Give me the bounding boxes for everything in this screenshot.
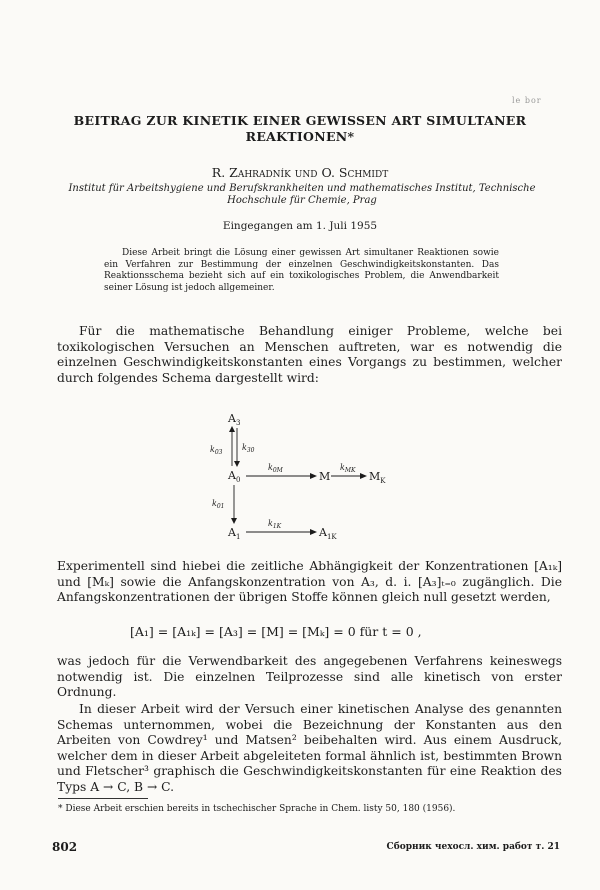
scheme-a1k: $A_{1K}$	[319, 526, 337, 541]
initial-conditions-equation: [A₁] = [A₁ₖ] = [A₃] = [M] = [Mₖ] = 0 für t = 0 ,	[130, 624, 422, 639]
scheme-mk: $M_K$	[369, 470, 386, 485]
authors: R. Zahradník und O. Schmidt	[211, 165, 389, 180]
paragraph-applicability: was jedoch für die Verwendbarkeit des angegebenen Verfahrens keineswegs notwendig ist. Die einzelnen Teilprozesse sind alle kinetisch von erster Ordnung.	[57, 654, 562, 700]
scheme-a0: $A_0$	[228, 469, 241, 484]
paragraph-concentrations: Experimentell sind hiebei die zeitliche Abhängigkeit der Konzentrationen [A₁ₖ] und [Mₖ] sowie die Anfangskonzentration von A₃, d. i. [A₃]ₜ₌₀ zugänglich. Die Anfangskonzentrationen der übrigen Stoffe können gleich null gesetzt werden,	[57, 559, 562, 605]
scheme-m: M	[319, 470, 331, 483]
paper-title: BEITRAG ZUR KINETIK EINER GEWISSEN ART SIMULTANER REAKTIONEN*	[73, 113, 527, 144]
affiliation: Institut für Arbeitshygiene und Berufskrankheiten und mathematisches Institut, Technische Hochschule für Chemie, Prag	[68, 183, 536, 206]
footnote-rule	[58, 798, 148, 799]
page-number: 802	[52, 840, 78, 854]
scheme-a1: $A_1$	[228, 526, 241, 541]
label-kmk: $k_{MK}$	[340, 463, 356, 474]
footnote: * Diese Arbeit erschien bereits in tschechischer Sprache in Chem. listy 50, 180 (1956).	[58, 804, 456, 814]
label-k03: $k_{03}$	[210, 445, 223, 456]
label-k01: $k_{01}$	[212, 499, 225, 510]
label-k0m: $k_{0M}$	[268, 463, 283, 474]
label-k1k: $k_{1K}$	[268, 519, 282, 530]
scan-artifact-text: le bor	[512, 96, 542, 105]
paragraph-analysis: In dieser Arbeit wird der Versuch einer kinetischen Analyse des genannten Schemas unternommen, wobei die Bezeichnung der Konstanten aus den Arbeiten von Cowdrey¹ und Matsen² beibehalten wird. Aus einem Ausdruck, welcher dem in dieser Arbeit abgeleiteten formal ähnlich ist, bestimmten Brown und Fletscher³ graphisch die Geschwindigkeitskonstanten für eine Reaktion des Typs A → C, B → C.	[57, 702, 562, 794]
label-k30: $k_{30}$	[242, 443, 255, 454]
abstract: Diese Arbeit bringt die Lösung einer gewissen Art simultaner Reaktionen sowie ein Verfahren zur Bestimmung der einzelnen Geschwindigkeitskonstanten. Das Reaktionsschema bezieht sich auf ein toxikologisches Problem, die Anwendbarkeit seiner Lösung ist jedoch allgemeiner.	[104, 248, 499, 293]
scheme-a3: $A_3$	[228, 412, 241, 427]
paragraph-intro: Für die mathematische Behandlung einiger Probleme, welche bei toxikologischen Versuchen an Menschen auftreten, war es notwendig die einzelnen Geschwindigkeitskonstanten eines Vorgangs zu bestimmen, welcher durch folgendes Schema dargestellt wird:	[57, 324, 562, 385]
received-date: Eingegangen am 1. Juli 1955	[222, 220, 378, 232]
journal-reference: Сборник чехосл. хим. работ т. 21	[386, 842, 560, 852]
reaction-scheme	[190, 404, 420, 544]
